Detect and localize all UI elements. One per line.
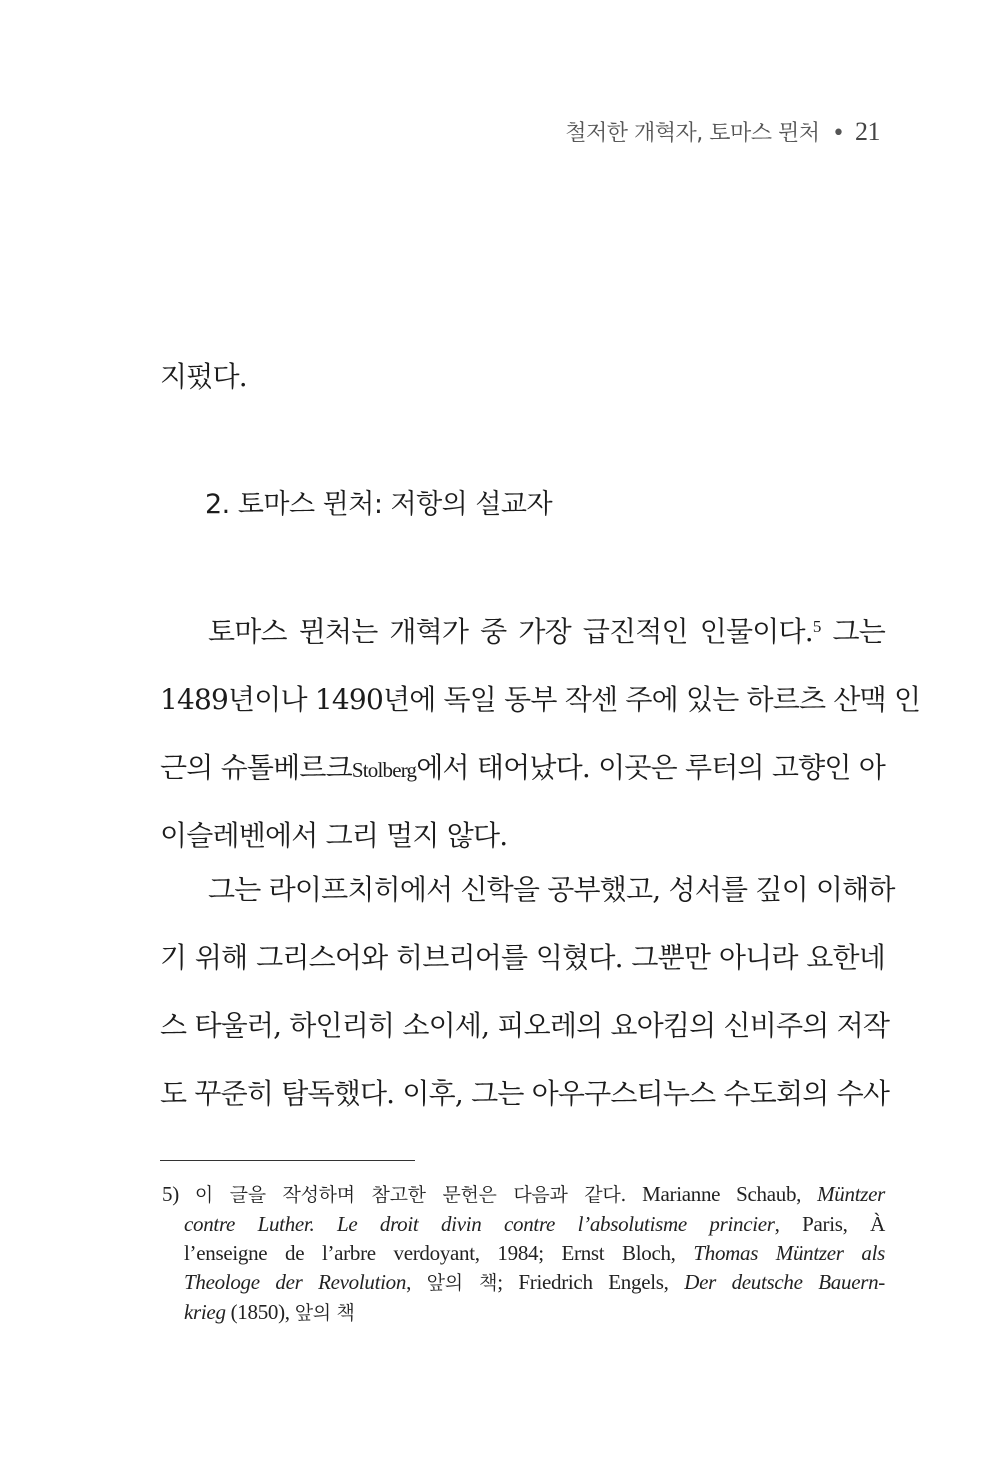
footnote-line-3-plain: l’enseigne de l’arbre verdoyant, 1984; Ernst Bloch, <box>184 1241 676 1265</box>
footnote <box>162 1180 885 1328</box>
footnote-line-2-rest: , Paris, À <box>774 1212 886 1236</box>
section-heading: 2. 토마스 뮌처: 저항의 설교자 <box>205 489 553 520</box>
paragraph-2-line-2: 기 위해 그리스어와 히브리어를 익혔다. 그뿐만 아니라 요한네 <box>160 941 885 974</box>
footnote-line-5-plain: (1850), <box>225 1300 290 1324</box>
running-header <box>565 116 880 147</box>
footnote-title-muntzer: Müntzer <box>817 1182 886 1206</box>
paragraph-1-line-3-pre: 근의 슈톨베르크 <box>160 751 352 784</box>
footnote-line-5 <box>162 1298 885 1328</box>
footnote-label: 5) <box>162 1182 179 1206</box>
footnote-line-1 <box>162 1180 885 1210</box>
page-number: 21 <box>855 117 880 146</box>
opening-line: 지펐다. <box>160 360 247 393</box>
paragraph-1-line-4: 이슬레벤에서 그리 멀지 않다. <box>160 819 508 852</box>
footnote-title-contre-luther: contre Luther. Le droit divin contre l’absolutisme princier <box>184 1212 775 1236</box>
paragraph-1-line-1-tail: 그는 <box>820 615 885 648</box>
footnote-line-3 <box>162 1239 885 1268</box>
footnote-line-4 <box>162 1268 885 1298</box>
footnote-title-krieg: krieg <box>184 1300 226 1324</box>
running-header-bullet: • <box>832 121 845 146</box>
footnote-author-schaub: Marianne Schaub, <box>642 1182 802 1206</box>
running-header-title: 철저한 개혁자, 토마스 뮌처 <box>565 121 820 146</box>
paragraph-2-line-1: 그는 라이프치히에서 신학을 공부했고, 성서를 깊이 이해하 <box>208 873 895 906</box>
paragraph-1-line-1-text: 토마스 뮌처는 개혁가 중 가장 급진적인 인물이다. <box>208 615 813 648</box>
footnote-line-4-plain: ; Friedrich Engels, <box>497 1270 669 1294</box>
footnote-title-bauernkrieg: Der deutsche Bauern- <box>684 1270 885 1294</box>
footnote-title-theologe: Theologe der Revolution <box>184 1270 407 1294</box>
paragraph-2-line-4: 도 꾸준히 탐독했다. 이후, 그는 아우구스티누스 수도회의 수사 <box>160 1077 890 1110</box>
paragraph-1-line-3-post: 에서 태어났다. 이곳은 루터의 고향인 아 <box>416 751 885 784</box>
paragraph-1-line-1 <box>208 610 885 650</box>
footnote-ibid-1: 앞의 책 <box>426 1272 498 1294</box>
footnote-intro: 이 글을 작성하며 참고한 문헌은 다음과 같다. <box>194 1184 627 1206</box>
latin-term-stolberg: Stolberg <box>351 758 417 782</box>
footnote-title-thomas-muntzer: Thomas Müntzer als <box>693 1241 885 1265</box>
footnote-ibid-2: 앞의 책 <box>294 1302 355 1324</box>
footnote-line-2 <box>162 1210 885 1239</box>
footnote-divider <box>160 1160 415 1161</box>
paragraph-1-line-3 <box>160 746 885 786</box>
paragraph-2-line-3: 스 타울러, 하인리히 소이세, 피오레의 요아킴의 신비주의 저작 <box>160 1009 890 1042</box>
footnote-reference[interactable]: 5 <box>812 617 821 636</box>
paragraph-1-line-2: 1489년이나 1490년에 독일 동부 작센 주에 있는 하르츠 산맥 인 <box>160 683 921 716</box>
footnote-line-4-sep: , <box>406 1270 412 1294</box>
